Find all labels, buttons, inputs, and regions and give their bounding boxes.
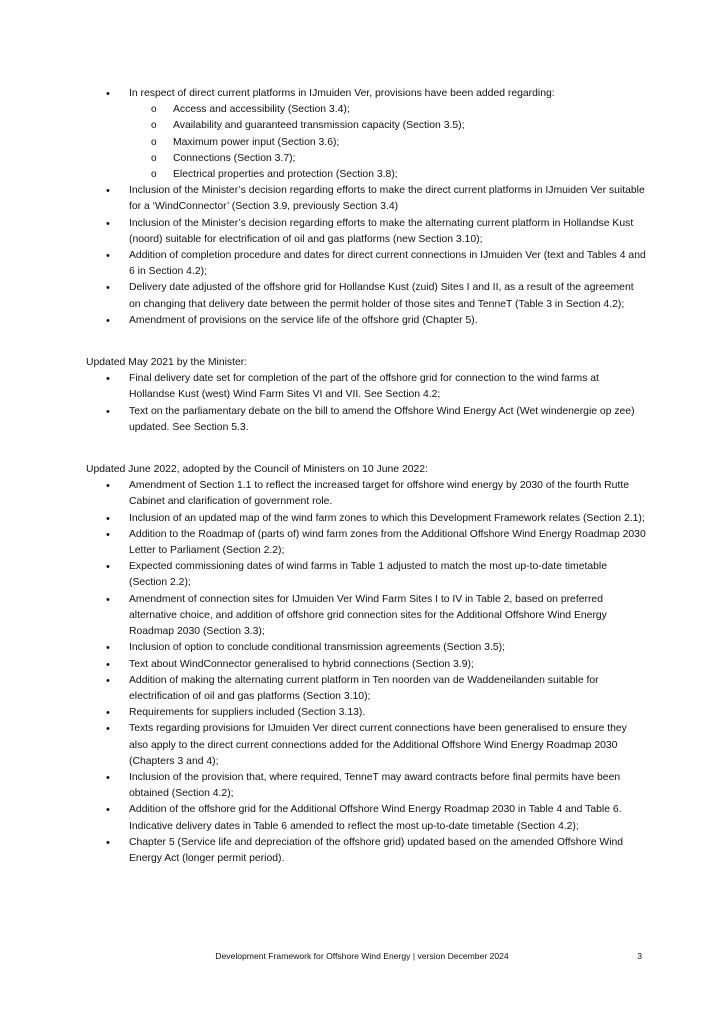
footer-text: Development Framework for Offshore Wind Energy | version December 2024 [215, 951, 509, 961]
sub-list-item: o Electrical properties and protection (Section 3.8); [129, 167, 646, 183]
list-item: • Expected commissioning dates of wind farms in Table 1 adjusted to match the most up-to-date timetable (Section 2.2); [86, 559, 646, 591]
page-content [86, 86, 646, 867]
list-item: • Addition of completion procedure and dates for direct current connections in IJmuiden Ver (text and Tables 4 and 6 in Section 4.2); [86, 248, 646, 280]
list-item: • Text on the parliamentary debate on the bill to amend the Offshore Wind Energy Act (Wet windenergie op zee) updated. See Section 5.3. [86, 404, 646, 436]
list-item: • Amendment of provisions on the service life of the offshore grid (Chapter 5). [86, 313, 646, 329]
page-number: 3 [637, 951, 642, 961]
list-item: • Addition of the offshore grid for the Additional Offshore Wind Energy Roadmap 2030 in Table 4 and Table 6. Indicative delivery dates in Table 6 amended to reflect the most up-to-date timetable (Section 4.2); [86, 802, 646, 834]
section-b-list [86, 371, 646, 436]
list-item: • Chapter 5 (Service life and depreciation of the offshore grid) updated based on the amended Offshore Wind Energy Act (longer permit period). [86, 835, 646, 867]
list-item [86, 86, 646, 183]
list-item: • Addition to the Roadmap of (parts of) wind farm zones from the Additional Offshore Wind Energy Roadmap 2030 Letter to Parliament (Section 2.2); [86, 527, 646, 559]
list-item: • Text about WindConnector generalised to hybrid connections (Section 3.9); [86, 657, 646, 673]
list-item: • Amendment of connection sites for IJmuiden Ver Wind Farm Sites I to IV in Table 2, based on preferred alternative choice, and addition of offshore grid connection sites for the Additional Offshore Wind Energy Roadmap 2030 (Section 3.3); [86, 592, 646, 641]
list-item: • Delivery date adjusted of the offshore grid for Hollandse Kust (zuid) Sites I and II, as a result of the agreement on changing that delivery date between the permit holder of those sites and TenneT (Table 3 in Section 4.2); [86, 280, 646, 312]
sub-list [129, 102, 646, 183]
list-item-text: In respect of direct current platforms in IJmuiden Ver, provisions have been added regarding: [129, 88, 555, 99]
list-item: • Inclusion of the provision that, where required, TenneT may award contracts before final permits have been obtained (Section 4.2); [86, 770, 646, 802]
sub-list-item: o Availability and guaranteed transmission capacity (Section 3.5); [129, 118, 646, 134]
list-item: • Addition of making the alternating current platform in Ten noorden van de Waddeneilanden suitable for electrification of oil and gas platforms (Section 3.10); [86, 673, 646, 705]
list-item: • Inclusion of the Minister’s decision regarding efforts to make the direct current platforms in IJmuiden Ver suitable for a ‘WindConnector’ (Section 3.9, previously Section 3.4) [86, 183, 646, 215]
list-item: • Final delivery date set for completion of the part of the offshore grid for connection to the wind farms at Hollandse Kust (west) Wind Farm Sites VI and VII. See Section 4.2; [86, 371, 646, 403]
sub-list-item: o Maximum power input (Section 3.6); [129, 135, 646, 151]
list-item: • Inclusion of option to conclude conditional transmission agreements (Section 3.5); [86, 640, 646, 656]
section-a-list [86, 86, 646, 329]
section-b-heading: Updated May 2021 by the Minister: [86, 357, 248, 369]
section-c-list [86, 478, 646, 867]
section-c-heading: Updated June 2022, adopted by the Council of Ministers on 10 June 2022: [86, 464, 428, 476]
list-item: • Requirements for suppliers included (Section 3.13). [86, 705, 646, 721]
list-item: • Inclusion of the Minister’s decision regarding efforts to make the alternating current platform in Hollandse Kust (noord) suitable for electrification of oil and gas platforms (new Section 3.10); [86, 216, 646, 248]
list-item: • Inclusion of an updated map of the wind farm zones to which this Development Framework relates (Section 2.1); [86, 511, 646, 527]
list-item: • Amendment of Section 1.1 to reflect the increased target for offshore wind energy by 2030 of the fourth Rutte Cabinet and clarification of government role. [86, 478, 646, 510]
sub-list-item: o Access and accessibility (Section 3.4); [129, 102, 646, 118]
list-item: • Texts regarding provisions for IJmuiden Ver direct current connections have been generalised to ensure they also apply to the direct current connections added for the Additional Offshore Wind Energy Roadmap 2030 (Chapters 3 and 4); [86, 721, 646, 770]
sub-list-item: o Connections (Section 3.7); [129, 151, 646, 167]
